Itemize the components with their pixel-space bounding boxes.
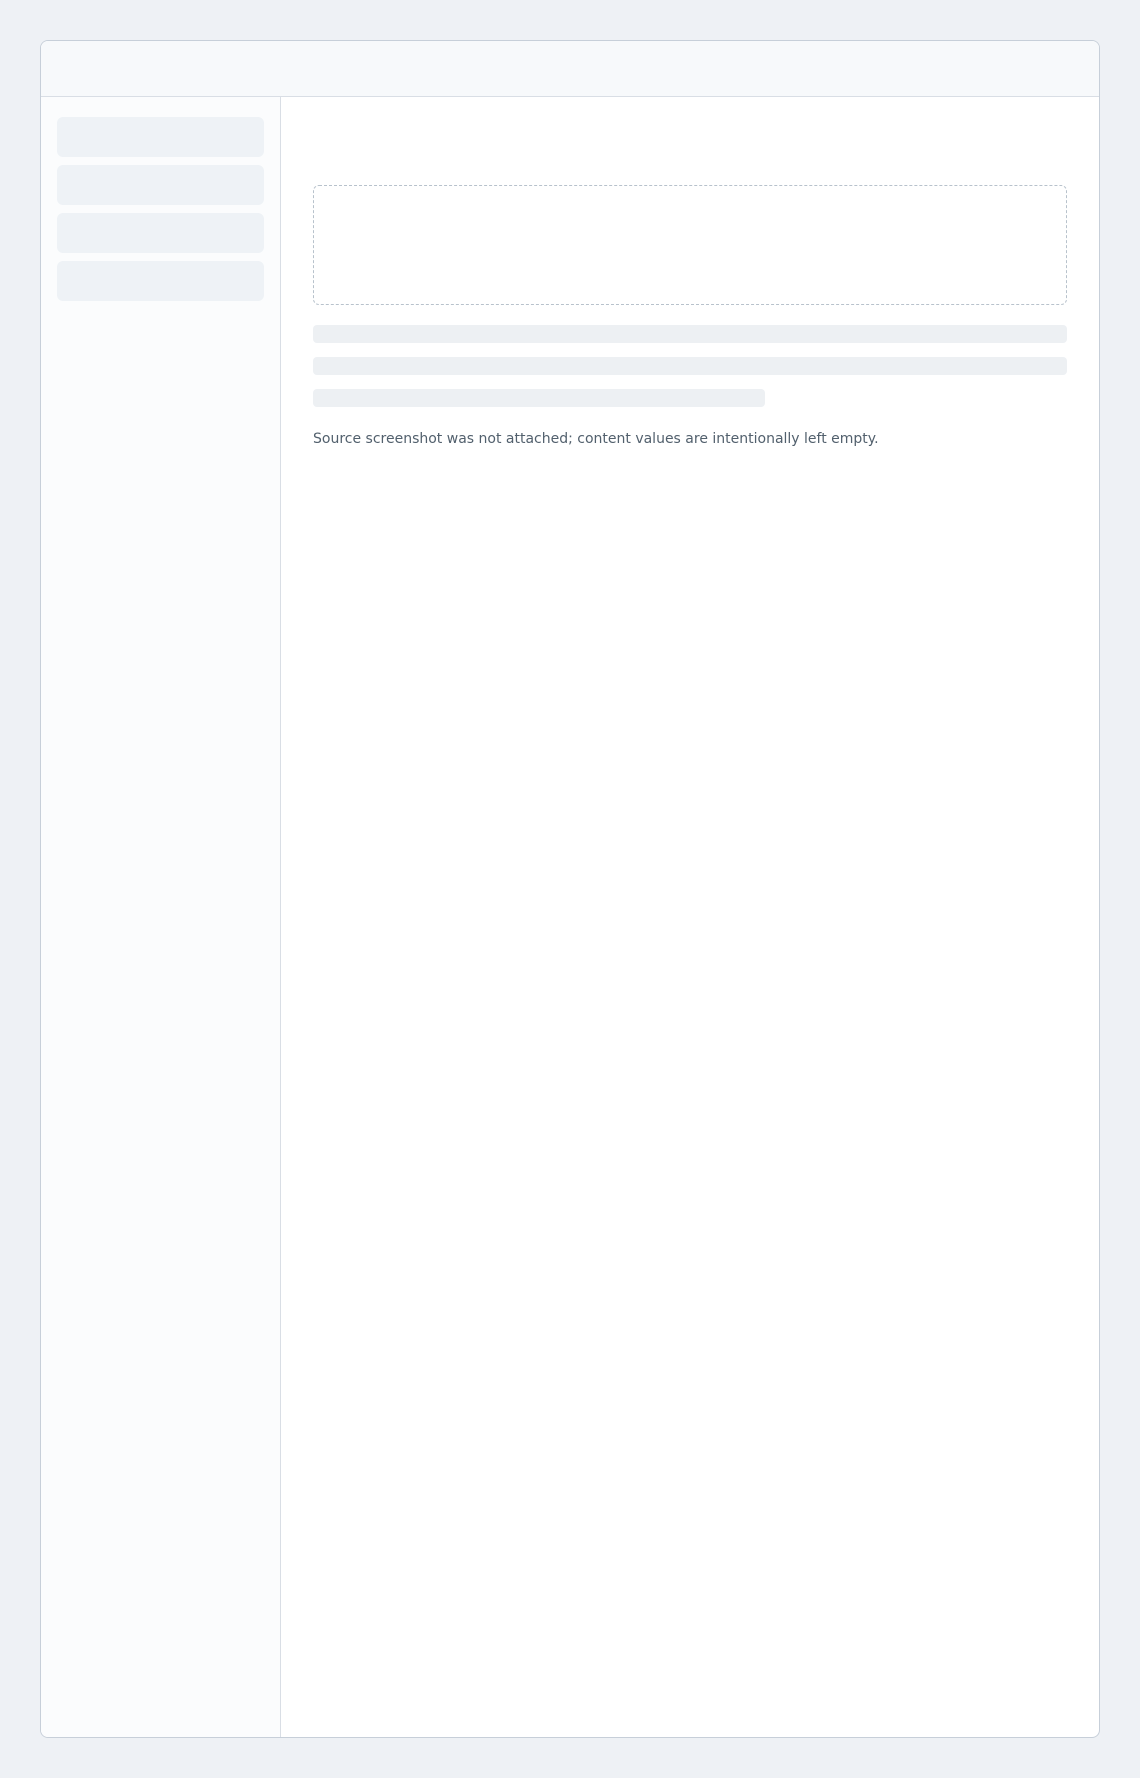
sidebar-item-placeholder[interactable] [57,213,264,253]
sidebar-item-placeholder[interactable] [57,117,264,157]
window-body [41,97,1099,1737]
content-row-placeholder [313,325,1067,343]
content-row-placeholder [313,389,765,407]
content-block-placeholder [313,185,1067,305]
content-row-placeholder [313,357,1067,375]
main-content [281,97,1099,1737]
sidebar [41,97,281,1737]
app-window [40,40,1100,1738]
status-text: Source screenshot was not attached; content values are intentionally left empty. [313,431,879,447]
sidebar-item-placeholder[interactable] [57,261,264,301]
title-bar [41,41,1099,97]
page-title [313,129,1067,161]
sidebar-item-placeholder[interactable] [57,165,264,205]
